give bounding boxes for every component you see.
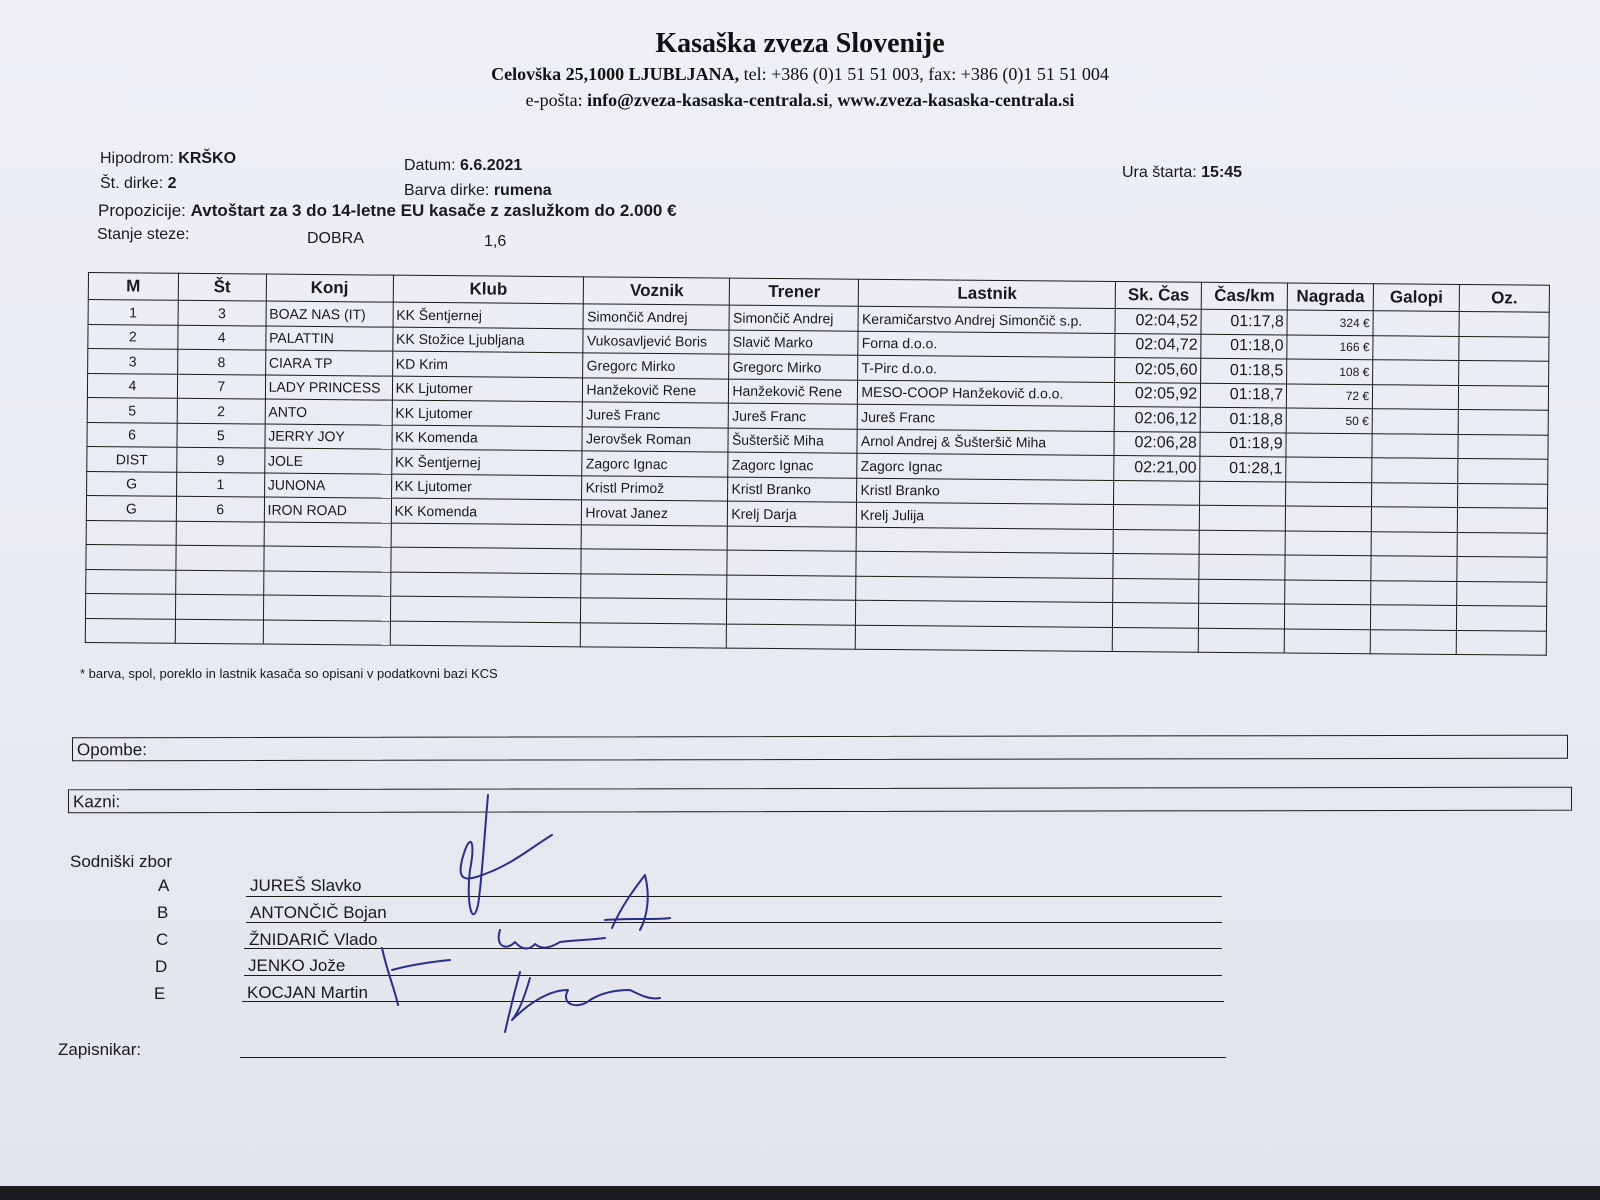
judge-letter-a: A — [158, 876, 170, 895]
signature-e — [505, 972, 660, 1032]
club-cell: KK Šentjernej — [391, 449, 582, 475]
place-cell: G — [87, 471, 177, 496]
owner-cell: MESO-COOP Hanžekovič d.o.o. — [858, 380, 1115, 407]
empty-cell — [175, 619, 263, 644]
gallops-cell — [1372, 458, 1458, 483]
total-time-cell: 02:04,52 — [1115, 308, 1201, 333]
empty-cell — [1371, 556, 1457, 581]
empty-cell — [727, 624, 856, 650]
place-cell: 6 — [87, 422, 177, 447]
judge-letter-c: C — [156, 930, 169, 949]
horse-cell: JUNONA — [264, 473, 391, 499]
penalties-box — [68, 787, 1572, 814]
col-header-gallops: Galopi — [1373, 284, 1459, 312]
total-time-cell: 02:05,60 — [1115, 357, 1201, 382]
judge-line-a — [246, 896, 1222, 897]
prize-cell: 108 € — [1287, 359, 1373, 384]
total-time-cell — [1114, 504, 1200, 529]
judge-letter-b: B — [157, 903, 169, 922]
empty-cell — [176, 521, 264, 546]
penalties-label: Kazni: — [72, 792, 121, 812]
number-cell: 4 — [178, 325, 266, 350]
number-cell: 2 — [177, 398, 265, 423]
conditions-field — [98, 201, 677, 221]
notes-cell — [1458, 483, 1548, 508]
email-label: e-pošta: — [525, 90, 588, 110]
place-cell: 3 — [88, 349, 178, 374]
prize-cell — [1286, 457, 1372, 482]
results-body — [85, 300, 1549, 656]
horse-cell: IRON ROAD — [264, 497, 391, 523]
owner-cell: Forna d.o.o. — [858, 331, 1115, 358]
horse-cell: LADY PRINCESS — [265, 375, 392, 401]
gallops-cell — [1372, 482, 1458, 507]
col-header-number: Št — [178, 273, 266, 301]
gallops-cell — [1372, 409, 1458, 434]
empty-cell — [263, 595, 390, 621]
notes-cell — [1458, 434, 1548, 459]
col-header-prize: Nagrada — [1287, 283, 1373, 311]
hipodrom-field — [100, 150, 236, 168]
empty-cell — [1285, 604, 1371, 629]
number-cell: 9 — [177, 447, 265, 472]
empty-cell — [727, 599, 856, 625]
empty-cell — [1370, 629, 1456, 654]
driver-cell: Hrovat Janez — [582, 500, 728, 526]
judge-name-c: ŽNIDARIČ Vlado — [249, 930, 378, 949]
horse-cell: JERRY JOY — [265, 424, 392, 450]
gallops-cell — [1373, 311, 1459, 336]
date-label: Datum: — [404, 157, 456, 174]
start-time-field — [1122, 164, 1242, 182]
empty-cell — [1285, 555, 1371, 580]
time-per-km-cell: 01:18,9 — [1200, 432, 1286, 457]
race-number-field — [100, 175, 177, 193]
judge-line-e — [242, 1001, 1224, 1002]
driver-cell: Vukosavljević Boris — [583, 328, 729, 354]
total-time-cell: 02:04,72 — [1115, 333, 1201, 358]
horse-cell: BOAZ NAS (IT) — [266, 301, 393, 327]
prize-cell — [1286, 432, 1372, 457]
paper-bottom-edge — [0, 1186, 1600, 1200]
driver-cell: Simončič Andrej — [584, 304, 730, 330]
org-name: Kasaška zveza Slovenije — [655, 28, 945, 59]
empty-cell — [86, 520, 176, 545]
judge-letter-e: E — [154, 984, 166, 1003]
col-header-owner: Lastnik — [859, 279, 1116, 308]
club-cell: KK Komenda — [392, 425, 583, 451]
remarks-label: Opombe: — [76, 740, 147, 760]
empty-cell — [1456, 605, 1546, 630]
empty-cell — [264, 522, 391, 548]
empty-cell — [263, 620, 390, 646]
start-time-label: Ura štarta: — [1122, 164, 1197, 181]
judge-line-c — [244, 948, 1222, 949]
gallops-cell — [1372, 433, 1458, 458]
empty-cell — [728, 526, 857, 552]
time-per-km-cell: 01:18,8 — [1200, 407, 1286, 432]
gallops-cell — [1373, 360, 1459, 385]
empty-cell — [856, 625, 1113, 652]
contact-separator: , — [828, 90, 838, 110]
driver-cell: Jureš Franc — [583, 402, 729, 428]
number-cell: 6 — [176, 496, 264, 521]
website-link[interactable]: www.zveza-kasaska-centrala.si — [837, 90, 1075, 110]
driver-cell: Hanžekovič Rene — [583, 377, 729, 403]
judge-name-d: JENKO Jože — [248, 956, 346, 975]
race-number-value: 2 — [167, 175, 177, 192]
col-header-club: Klub — [393, 275, 584, 304]
empty-cell — [1457, 556, 1547, 581]
prize-cell: 72 € — [1287, 383, 1373, 408]
time-per-km-cell — [1200, 505, 1286, 530]
total-time-cell: 02:06,12 — [1114, 406, 1200, 431]
number-cell: 3 — [178, 300, 266, 325]
empty-cell — [86, 569, 176, 594]
empty-cell — [263, 571, 390, 597]
place-cell: 4 — [87, 373, 177, 398]
judge-line-b — [246, 922, 1222, 923]
gallops-cell — [1372, 384, 1458, 409]
empty-cell — [581, 622, 727, 648]
empty-cell — [727, 575, 856, 601]
club-cell: KK Stožice Ljubljana — [392, 327, 583, 353]
empty-cell — [856, 551, 1113, 578]
empty-cell — [856, 527, 1113, 554]
race-number-label: Št. dirke: — [100, 175, 164, 192]
empty-cell — [1371, 531, 1457, 556]
empty-cell — [1199, 554, 1285, 579]
col-header-horse: Konj — [266, 274, 393, 302]
horse-cell: ANTO — [265, 399, 392, 425]
time-per-km-cell: 01:17,8 — [1201, 309, 1287, 334]
empty-cell — [391, 547, 582, 573]
hipodrom-value: KRŠKO — [178, 150, 237, 167]
horse-cell: JOLE — [264, 448, 391, 474]
trainer-cell: Jureš Franc — [729, 403, 858, 429]
driver-cell: Kristl Primož — [582, 475, 728, 501]
judge-name-b: ANTONČIČ Bojan — [250, 903, 387, 922]
trainer-cell: Šušteršič Miha — [728, 428, 857, 454]
org-address — [0, 64, 1600, 85]
col-header-total-time: Sk. Čas — [1116, 281, 1202, 309]
prize-cell: 50 € — [1286, 408, 1372, 433]
trainer-cell: Zagorc Ignac — [728, 452, 857, 478]
date-field — [404, 157, 522, 175]
empty-cell — [175, 594, 263, 619]
prize-cell: 166 € — [1287, 334, 1373, 359]
number-cell: 1 — [176, 472, 264, 497]
judges-title: Sodniški zbor — [70, 852, 173, 871]
club-cell: KD Krim — [392, 351, 583, 377]
horse-cell: PALATTIN — [265, 326, 392, 352]
recorder-label: Zapisnikar: — [58, 1040, 142, 1059]
empty-cell — [391, 523, 582, 549]
empty-cell — [1199, 530, 1285, 555]
col-header-place: M — [88, 273, 178, 301]
owner-cell: Arnol Andrej & Šušteršič Miha — [857, 429, 1114, 456]
track-state-label: Stanje steze: — [97, 226, 190, 243]
conditions-value: Avtoštart za 3 do 14-letne EU kasače z zaslužkom do 2.000 € — [190, 201, 677, 220]
empty-cell — [264, 546, 391, 572]
empty-cell — [582, 524, 728, 550]
place-cell: 5 — [87, 397, 177, 422]
judge-name-a: JUREŠ Slavko — [250, 876, 362, 895]
col-header-notes: Oz. — [1459, 284, 1549, 312]
hipodrom-label: Hipodrom: — [100, 150, 174, 167]
prize-cell: 324 € — [1287, 310, 1373, 335]
empty-cell — [390, 596, 581, 622]
race-color-label: Barva dirke: — [404, 182, 490, 199]
empty-cell — [727, 550, 856, 576]
time-per-km-cell — [1200, 481, 1286, 506]
date-value: 6.6.2021 — [460, 157, 523, 174]
total-time-cell: 02:21,00 — [1114, 455, 1200, 480]
empty-cell — [85, 593, 175, 618]
signature-d — [382, 948, 450, 1005]
notes-cell — [1458, 458, 1548, 483]
race-color-value: rumena — [493, 182, 552, 199]
empty-cell — [1457, 532, 1547, 557]
empty-cell — [390, 621, 581, 647]
total-time-cell: 02:06,28 — [1114, 431, 1200, 456]
empty-cell — [581, 573, 727, 599]
time-per-km-cell: 01:18,7 — [1201, 383, 1287, 408]
notes-cell — [1457, 507, 1547, 532]
track-state-value: DOBRA — [307, 230, 364, 247]
empty-cell — [1285, 579, 1371, 604]
empty-cell — [176, 545, 264, 570]
trainer-cell: Kristl Branko — [728, 477, 857, 503]
club-cell: KK Ljutomer — [392, 376, 583, 402]
place-cell: DIST — [87, 446, 177, 471]
club-cell: KK Šentjernej — [393, 302, 584, 328]
address-street: Celovška 25,1000 LJUBLJANA, — [491, 64, 740, 84]
empty-cell — [1113, 602, 1199, 627]
results-table — [85, 272, 1550, 656]
club-cell: KK Ljutomer — [391, 474, 582, 500]
gallops-cell — [1371, 507, 1457, 532]
notes-cell — [1458, 409, 1548, 434]
judge-name-e: KOCJAN Martin — [247, 983, 368, 1002]
notes-cell — [1459, 311, 1549, 336]
col-header-driver: Voznik — [584, 277, 730, 305]
prize-cell — [1286, 481, 1372, 506]
empty-cell — [85, 618, 175, 643]
empty-cell — [1284, 628, 1370, 653]
empty-cell — [1113, 578, 1199, 603]
empty-cell — [86, 544, 176, 569]
owner-cell: Jureš Franc — [858, 404, 1115, 431]
gallops-cell — [1373, 335, 1459, 360]
footnote: * barva, spol, poreklo in lastnik kasača so opisani v podatkovni bazi KCS — [80, 666, 498, 681]
trainer-cell: Gregorc Mirko — [729, 354, 858, 380]
empty-cell — [1198, 628, 1284, 653]
judge-line-d — [244, 975, 1222, 976]
total-time-cell — [1114, 480, 1200, 505]
empty-cell — [581, 598, 727, 624]
empty-cell — [390, 572, 581, 598]
empty-cell — [856, 600, 1113, 627]
driver-cell: Jerovšek Roman — [582, 426, 728, 452]
address-phone-fax: tel: +386 (0)1 51 51 003, fax: +386 (0)1 51 51 004 — [739, 64, 1109, 84]
time-per-km-cell: 01:28,1 — [1200, 456, 1286, 481]
owner-cell: Krelj Julija — [857, 502, 1114, 529]
race-color-field — [404, 182, 552, 200]
signature-c — [499, 930, 605, 948]
remarks-box — [72, 735, 1568, 762]
trainer-cell: Krelj Darja — [728, 501, 857, 527]
time-per-km-cell: 01:18,5 — [1201, 358, 1287, 383]
col-header-time-per-km: Čas/km — [1201, 282, 1287, 310]
owner-cell: Kristl Branko — [857, 478, 1114, 505]
empty-cell — [1113, 553, 1199, 578]
trainer-cell: Slavič Marko — [729, 330, 858, 356]
owner-cell: T-Pirc d.o.o. — [858, 355, 1115, 382]
notes-cell — [1459, 336, 1549, 361]
time-per-km-cell: 01:18,0 — [1201, 334, 1287, 359]
club-cell: KK Ljutomer — [392, 400, 583, 426]
track-state-number: 1,6 — [484, 233, 507, 250]
trainer-cell: Simončič Andrej — [729, 305, 858, 331]
driver-cell: Zagorc Ignac — [582, 451, 728, 477]
owner-cell: Zagorc Ignac — [857, 453, 1114, 480]
place-cell: 2 — [88, 324, 178, 349]
empty-cell — [1457, 581, 1547, 606]
owner-cell: Keramičarstvo Andrej Simončič s.p. — [858, 306, 1115, 333]
conditions-label: Propozicije: — [98, 201, 186, 220]
empty-cell — [581, 549, 727, 575]
total-time-cell: 02:05,92 — [1115, 382, 1201, 407]
recorder-line — [240, 1057, 1226, 1058]
prize-cell — [1285, 506, 1371, 531]
horse-cell: CIARA TP — [265, 350, 392, 376]
empty-cell — [856, 576, 1113, 603]
notes-cell — [1459, 360, 1549, 385]
number-cell: 8 — [177, 349, 265, 374]
place-cell: 1 — [88, 300, 178, 325]
notes-cell — [1458, 385, 1548, 410]
number-cell: 5 — [177, 423, 265, 448]
empty-cell — [1285, 530, 1371, 555]
empty-cell — [1199, 603, 1285, 628]
trainer-cell: Hanžekovič Rene — [729, 379, 858, 405]
empty-cell — [1371, 605, 1457, 630]
email-link[interactable]: info@zveza-kasaska-centrala.si — [587, 90, 829, 110]
number-cell: 7 — [177, 374, 265, 399]
start-time-value: 15:45 — [1201, 164, 1243, 181]
empty-cell — [1113, 529, 1199, 554]
org-contact — [0, 90, 1600, 111]
empty-cell — [1371, 580, 1457, 605]
empty-cell — [176, 570, 264, 595]
club-cell: KK Komenda — [391, 498, 582, 524]
place-cell: G — [86, 495, 176, 520]
col-header-trainer: Trener — [730, 278, 859, 306]
driver-cell: Gregorc Mirko — [583, 353, 729, 379]
judge-letter-d: D — [155, 957, 168, 976]
empty-cell — [1199, 579, 1285, 604]
empty-cell — [1113, 627, 1199, 652]
empty-cell — [1456, 630, 1546, 655]
